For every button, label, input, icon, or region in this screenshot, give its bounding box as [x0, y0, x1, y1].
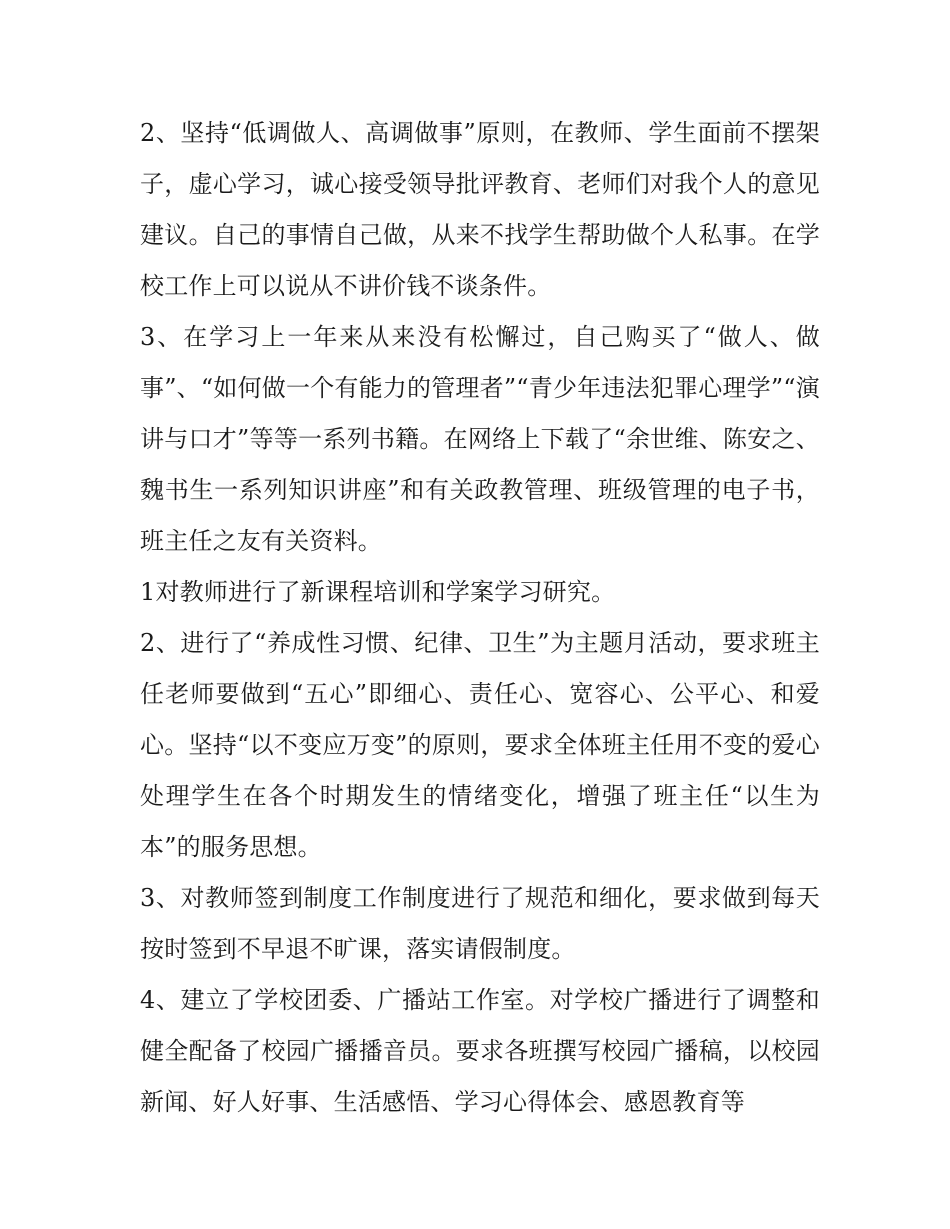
paragraph-monthly-activity: 2、进行了“养成性习惯、纪律、卫生”为主题月活动，要求班主任老师要做到“五心”即细心、责任心、宽容心、公平心、和爱心。坚持“以不变应万变”的原则，要求全体班主任用不变的爱心处理学生在各个时期发生的情绪变化，增强了班主任“以生为本”的服务思想。	[140, 629, 820, 861]
paragraph-broadcast: 4、建立了学校团委、广播站工作室。对学校广播进行了调整和健全配备了校园广播播音员。要求各班撰写校园广播稿，以校园新闻、好人好事、生活感悟、学习心得体会、感恩教育等	[140, 986, 820, 1116]
paragraph-study: 3、在学习上一年来从来没有松懈过，自己购买了“做人、做事”、“如何做一个有能力的管理者”“青少年违法犯罪心理学”“演讲与口才”等等一系列书籍。在网络上下载了“余世维、陈安之、魏书生一系列知识讲座”和有关政教管理、班级管理的电子书，班主任之友有关资料。	[140, 323, 820, 555]
paragraph-training: 1对教师进行了新课程培训和学案学习研究。	[140, 578, 616, 606]
document-body	[140, 108, 820, 1128]
paragraph-principle: 2、坚持“低调做人、高调做事”原则，在教师、学生面前不摆架子，虚心学习，诚心接受领导批评教育、老师们对我个人的意见建议。自己的事情自己做，从来不找学生帮助做个人私事。在学校工作上可以说从不讲价钱不谈条件。	[140, 119, 820, 300]
paragraph-attendance: 3、对教师签到制度工作制度进行了规范和细化，要求做到每天按时签到不早退不旷课，落实请假制度。	[140, 884, 820, 963]
